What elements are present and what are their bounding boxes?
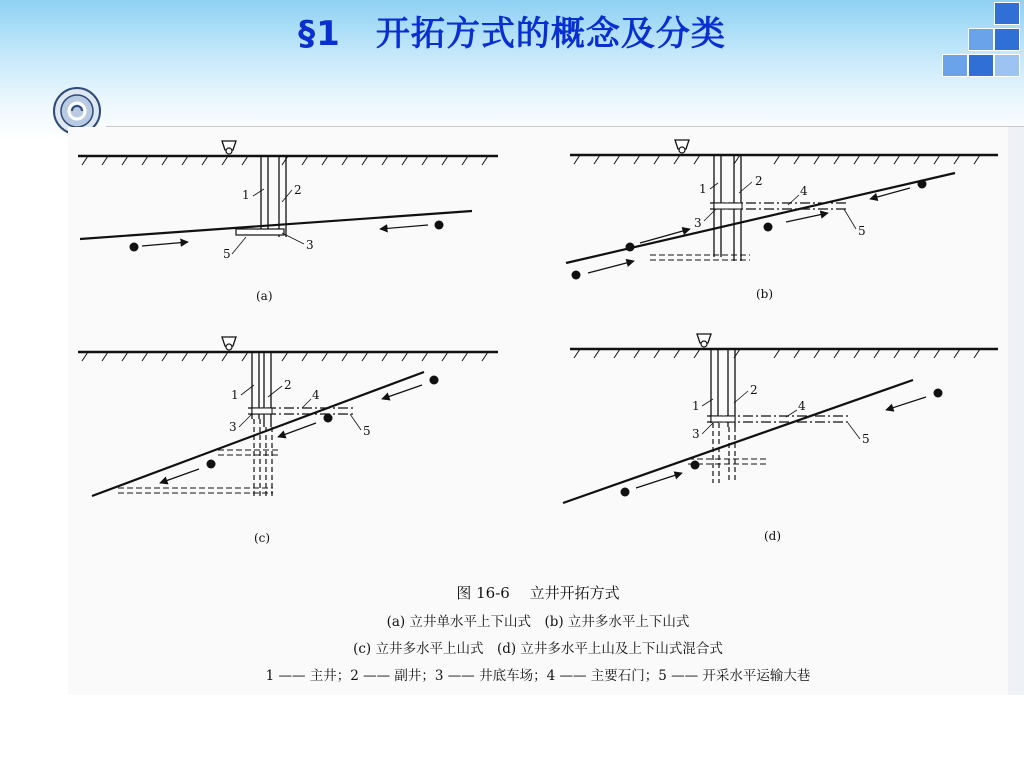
- panel-d: [563, 334, 998, 543]
- panel-c-label: (c): [254, 531, 271, 545]
- label-2: 2: [284, 378, 292, 392]
- label-1: 1: [692, 399, 700, 413]
- figure-legend: 1 —— 主井；2 —— 副井；3 —— 井底车场；4 —— 主要石门；5 —— 开采水平运输大巷: [265, 668, 811, 684]
- label-1: 1: [699, 182, 707, 196]
- figure-caption-line-1: (a) 立井单水平上下山式 (b) 立井多水平上下山式: [386, 614, 690, 630]
- label-5: 5: [862, 432, 870, 446]
- figure-caption-line-2: (c) 立井多水平上山式 (d) 立井多水平上山及上下山式混合式: [353, 641, 723, 657]
- slide-title: §1 开拓方式的概念及分类: [298, 14, 726, 54]
- label-3: 3: [692, 427, 700, 441]
- ground-surface: [570, 349, 998, 358]
- label-5: 5: [363, 424, 371, 438]
- label-3: 3: [229, 420, 237, 434]
- label-5: 5: [223, 247, 231, 261]
- panel-d-label: (d): [764, 529, 782, 543]
- label-2: 2: [294, 183, 302, 197]
- ground-surface: [78, 156, 498, 165]
- label-2: 2: [755, 174, 763, 188]
- panel-b-label: (b): [756, 287, 774, 301]
- label-3: 3: [306, 238, 314, 252]
- panel-a-label: (a): [256, 289, 273, 303]
- ground-surface: [78, 352, 498, 361]
- label-4: 4: [800, 184, 808, 198]
- shaft-development-figure: [68, 127, 1008, 695]
- label-4: 4: [798, 399, 806, 413]
- figure-diagram: [68, 127, 1008, 577]
- ground-surface: [570, 155, 998, 164]
- label-2: 2: [750, 383, 758, 397]
- panel-a: [78, 141, 498, 303]
- label-1: 1: [231, 388, 239, 402]
- label-5: 5: [858, 224, 866, 238]
- slide-edge-strip: [1008, 127, 1024, 695]
- figure-caption-title: 图 16-6 立井开拓方式: [456, 584, 620, 602]
- label-3: 3: [694, 216, 702, 230]
- label-1: 1: [242, 188, 250, 202]
- blue-squares-grid-icon: [934, 0, 1024, 80]
- label-4: 4: [312, 388, 320, 402]
- shaft-bottom-station: [236, 229, 284, 235]
- panel-b: [566, 140, 998, 301]
- panel-c: [78, 337, 498, 545]
